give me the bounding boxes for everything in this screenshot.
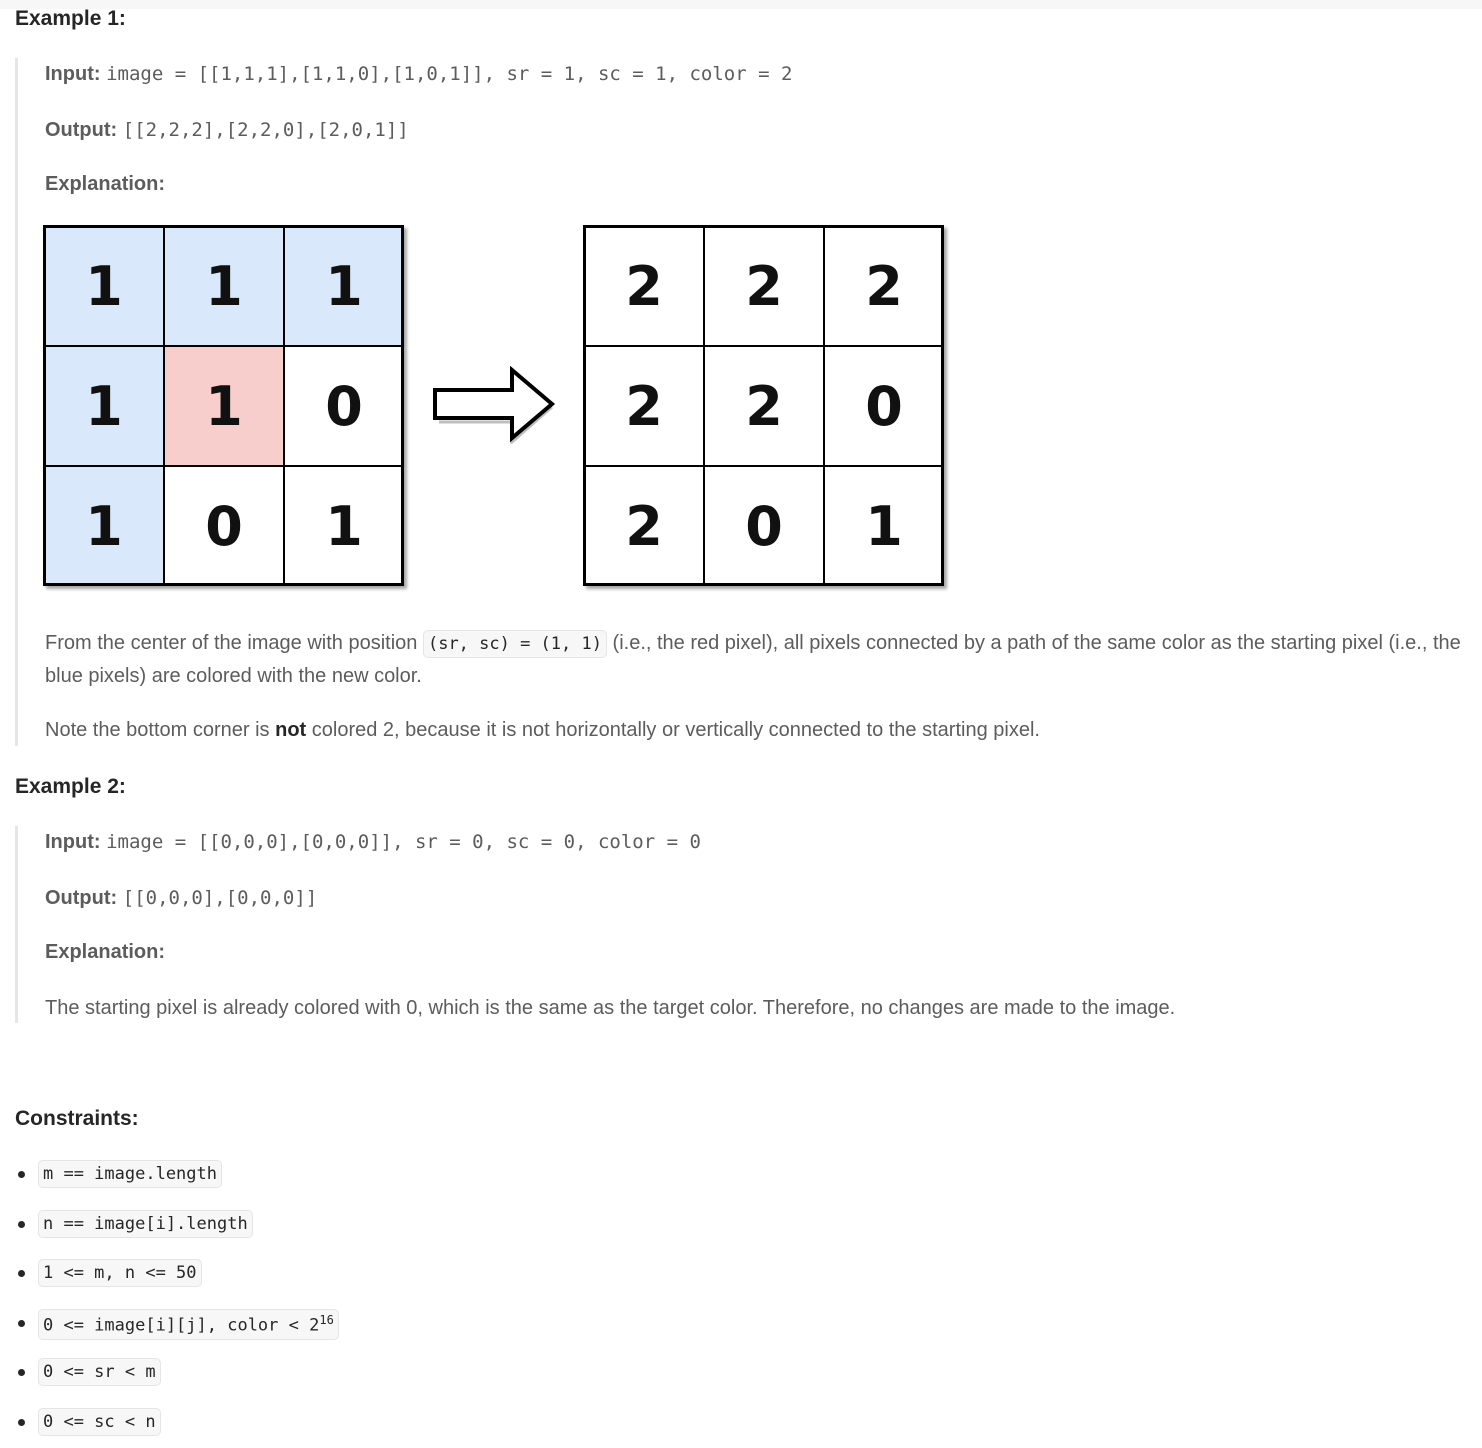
example-1-input [45, 64, 792, 84]
grid-frame [43, 225, 404, 586]
before-cell-2-1: 0 [164, 466, 284, 586]
bullet-icon [18, 1171, 25, 1178]
after-cell-2-0: 2 [584, 466, 704, 586]
bullet-icon [18, 1221, 25, 1228]
output-value: [[0,0,0],[0,0,0]] [122, 887, 318, 909]
example-1-explanation-label: Explanation: [45, 173, 166, 195]
example-1-title: Example 1: [15, 7, 126, 30]
before-cell-2-2: 1 [284, 466, 404, 586]
input-label: Input: [45, 831, 101, 853]
example-2-explanation-text: The starting pixel is already colored with 0, which is the same as the target color. Therefore, no changes are made to the image. [45, 997, 1176, 1019]
bullet-icon [18, 1320, 25, 1327]
output-label: Output: [45, 887, 118, 909]
example-2-title: Example 2: [15, 775, 126, 798]
input-value: image = [[0,0,0],[0,0,0]], sr = 0, sc = 0, color = 0 [106, 831, 701, 853]
input-value: image = [[1,1,1],[1,1,0],[1,0,1]], sr = 1, sc = 1, color = 2 [106, 63, 793, 85]
example-2-block [15, 826, 1482, 1023]
output-label: Output: [45, 119, 118, 141]
before-cell-2-0: 1 [44, 466, 164, 586]
after-cell-1-1: 2 [704, 346, 824, 466]
bullet-icon [18, 1270, 25, 1277]
after-cell-0-0: 2 [584, 226, 704, 346]
constraints-title: Constraints: [15, 1107, 139, 1130]
after-cell-2-2: 1 [824, 466, 944, 586]
exponent: 16 [319, 1313, 334, 1327]
before-cell-0-0: 1 [44, 226, 164, 346]
bold-not: not [275, 719, 307, 741]
after-cell-0-2: 2 [824, 226, 944, 346]
bullet-icon [18, 1369, 25, 1376]
example-1-paragraph-2: Note the bottom corner is not colored 2, because it is not horizontally or vertically connected to the starting pixel. [45, 719, 1040, 741]
right-arrow-icon [432, 366, 558, 444]
input-label: Input: [45, 63, 101, 85]
output-value: [[2,2,2],[2,2,0],[2,0,1]] [122, 119, 409, 141]
bullet-icon [18, 1419, 25, 1426]
grid-frame [583, 225, 944, 586]
before-grid [43, 225, 404, 586]
after-grid [583, 225, 944, 586]
example-1-output [45, 120, 409, 140]
before-cell-1-0: 1 [44, 346, 164, 466]
position-code: (sr, sc) = (1, 1) [423, 630, 607, 658]
after-cell-2-1: 0 [704, 466, 824, 586]
before-cell-1-2: 0 [284, 346, 404, 466]
after-cell-1-0: 2 [584, 346, 704, 466]
before-cell-0-2: 1 [284, 226, 404, 346]
example-2-output [45, 888, 317, 908]
top-strip [0, 0, 1482, 9]
after-cell-1-2: 0 [824, 346, 944, 466]
after-cell-0-1: 2 [704, 226, 824, 346]
before-cell-0-1: 1 [164, 226, 284, 346]
before-cell-1-1: 1 [164, 346, 284, 466]
example-2-input [45, 832, 701, 852]
example-2-explanation-label: Explanation: [45, 941, 166, 963]
example-1-paragraph-1: From the center of the image with position (sr, sc) = (1, 1) (i.e., the red pixel), all pixels connected by a path of the same color as the starting pixel (i.e., the blue pixels) are colored with the new color. [45, 632, 1461, 687]
